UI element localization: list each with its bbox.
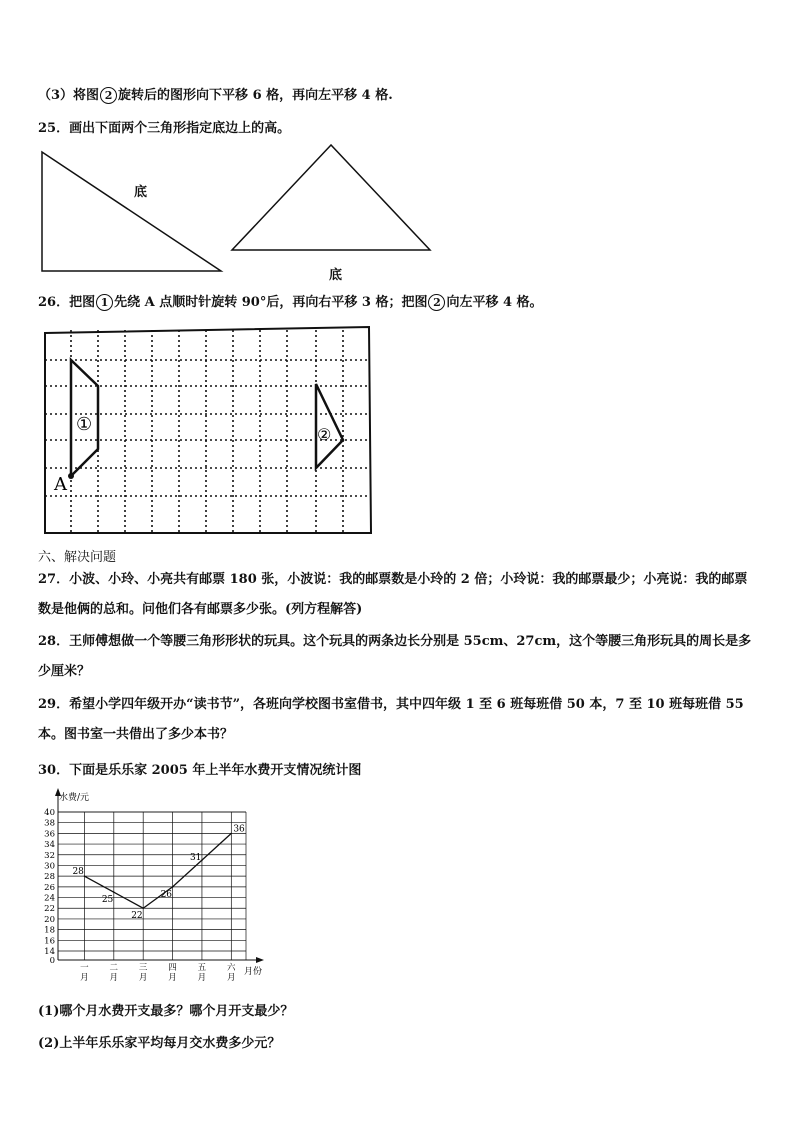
- data-point: [172, 886, 174, 888]
- q27-text: 27．小波、小玲、小亮共有邮票 180 张，小波说：我的邮票数是小玲的 2 倍；小玲说：我的邮票最少；小亮说：我的邮票数是他俩的总和。问他们各有邮票多少张。(列方程解答): [38, 572, 748, 617]
- data-point: [201, 859, 203, 861]
- data-point: [113, 891, 115, 893]
- y-tick-label: 22: [44, 904, 55, 915]
- y-tick-label: 38: [44, 818, 55, 829]
- y-tick-label: 32: [44, 850, 55, 861]
- y-tick-label: 18: [44, 925, 55, 936]
- q28-text: 28．王师傅想做一个等腰三角形形状的玩具。这个玩具的两条边长分别是 55cm、27cm，这个等腰三角形玩具的周长是多少厘米？: [38, 634, 752, 679]
- shape-1-label: ①: [76, 414, 93, 435]
- y-tick-label: 0: [49, 956, 55, 966]
- q25-text: 25．画出下面两个三角形指定底边上的高。: [38, 121, 291, 136]
- chart-axes: [55, 788, 264, 963]
- y-tick-label: 28: [44, 872, 55, 883]
- section-title: 六、解决问题: [38, 550, 117, 565]
- data-label: 22: [131, 911, 143, 922]
- x-tick-label: 四月: [168, 963, 177, 983]
- circled-number-1: 1: [96, 294, 113, 311]
- x-axis-arrow: [256, 957, 264, 963]
- q30-sub2: (2)上半年乐乐家平均每月交水费多少元？: [38, 1036, 281, 1051]
- x-tick-label: 五月: [197, 963, 207, 983]
- triangle2-base-label: 底: [329, 268, 343, 283]
- point-a-label: A: [54, 474, 67, 495]
- data-label: 26: [160, 889, 173, 900]
- y-tick-label: 34: [44, 840, 55, 851]
- x-tick-label: 二月: [109, 963, 119, 983]
- y-axis-label: 水费/元: [59, 793, 90, 803]
- data-point: [84, 875, 86, 877]
- circled-number-2: 2: [100, 87, 117, 104]
- q30-text: 30．下面是乐乐家 2005 年上半年水费开支情况统计图: [38, 763, 362, 778]
- q26-part3: 向左平移 4 格。: [446, 295, 543, 310]
- x-tick-label: 六月: [227, 963, 236, 983]
- y-tick-label: 36: [44, 829, 55, 840]
- circled-number-2: 2: [428, 294, 445, 311]
- q24-suffix: 旋转后的图形向下平移 6 格，再向左平移 4 格.: [118, 88, 393, 103]
- y-tick-label: 24: [44, 893, 55, 904]
- q24-prefix: （3）将图: [38, 88, 100, 103]
- shape-2-label: ②: [317, 425, 332, 444]
- x-tick-labels: [80, 962, 236, 983]
- data-labels: [72, 824, 245, 921]
- y-tick-label: 30: [44, 861, 55, 872]
- q29-text: 29．希望小学四年级开办“读书节”，各班向学校图书室借书，其中四年级 1 至 6 班每班借 50 本，7 至 10 班每班借 55 本。图书室一共借出了多少本书？: [38, 697, 744, 742]
- data-label: 25: [101, 895, 114, 906]
- data-point: [142, 907, 144, 909]
- x-tick-label: 三月: [138, 963, 148, 983]
- y-tick-label: 40: [44, 808, 55, 818]
- y-tick-label: 16: [44, 936, 55, 947]
- data-label: 28: [72, 867, 84, 878]
- y-tick-labels: [44, 808, 55, 966]
- x-tick-label: 一月: [80, 963, 89, 983]
- y-tick-label: 20: [44, 914, 55, 925]
- y-tick-label: 26: [44, 882, 55, 893]
- chart-grid: [58, 812, 246, 960]
- y-tick-label: 14: [44, 947, 55, 957]
- q26-part1: 26．把图: [38, 295, 96, 310]
- q30-sub1: (1)哪个月水费开支最多？哪个月开支最少？: [38, 1004, 294, 1019]
- data-point: [231, 833, 233, 835]
- triangle1-base-label: 底: [134, 185, 148, 200]
- q26-part2: 先绕 A 点顺时针旋转 90°后，再向右平移 3 格；把图: [114, 295, 428, 310]
- data-label: 36: [233, 824, 245, 835]
- x-axis-label: 月份: [244, 967, 263, 977]
- data-label: 31: [189, 853, 202, 864]
